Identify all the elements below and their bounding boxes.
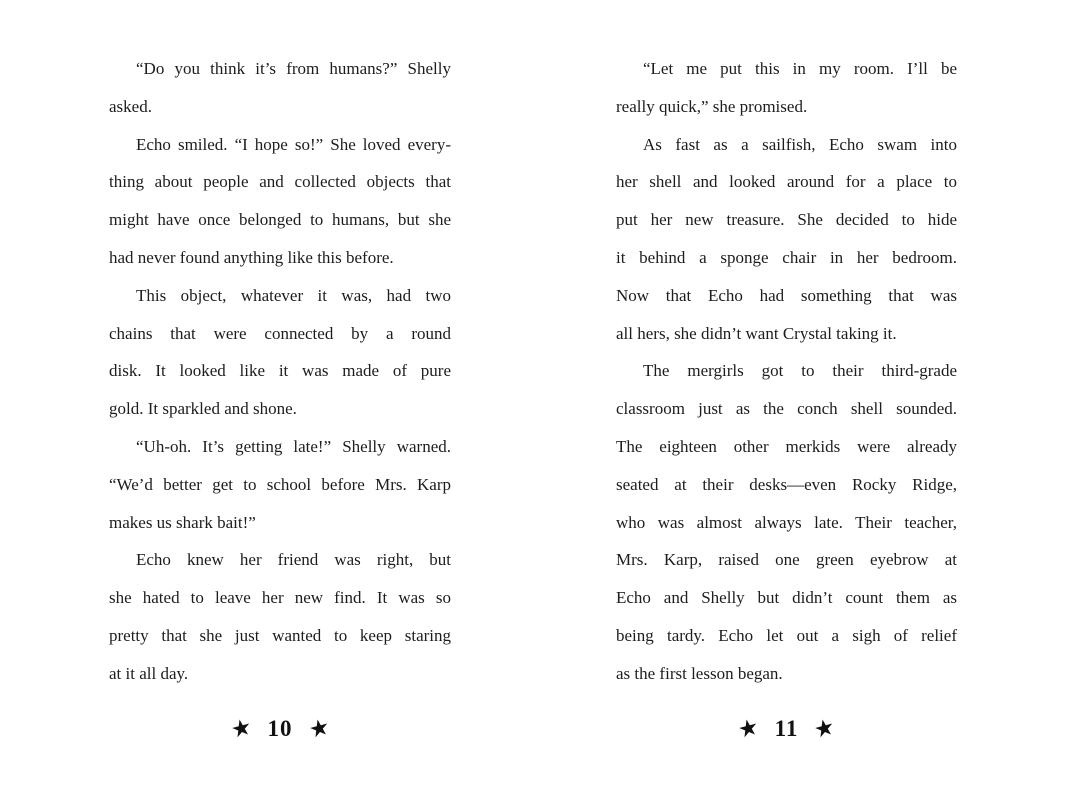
page-footer-right <box>616 713 957 744</box>
text-line: who was almost always late. Their teacher, <box>616 512 957 532</box>
text-line: The eighteen other merkids were already <box>616 436 957 456</box>
text-line: put her new treasure. She decided to hide <box>616 210 957 230</box>
text-line: “Let me put this in my room. I’ll be <box>643 59 957 78</box>
star-icon: ★ <box>735 713 761 744</box>
text-line: The mergirls got to their third-grade <box>643 361 957 381</box>
page-footer-left <box>109 713 451 744</box>
text-line: Echo smiled. “I hope so!” She loved every- <box>136 134 451 154</box>
text-line: disk. It looked like it was made of pure <box>109 361 451 381</box>
text-line: she hated to leave her new find. It was so <box>109 588 451 608</box>
book-page-left <box>109 50 451 744</box>
text-line: As fast as a sailfish, Echo swam into <box>643 134 957 154</box>
star-icon: ★ <box>812 713 838 744</box>
page-text-left <box>109 50 451 693</box>
text-line: gold. It sparkled and shone. <box>109 399 297 419</box>
page-number-right: 11 <box>774 715 799 741</box>
text-line: This object, whatever it was, had two <box>136 285 451 305</box>
book-page-right <box>616 50 957 744</box>
text-line: being tardy. Echo let out a sigh of relief <box>616 625 957 645</box>
text-line: asked. <box>109 96 152 116</box>
text-line: her shell and looked around for a place to <box>616 172 957 192</box>
text-line: “Do you think it’s from humans?” Shelly <box>136 59 451 78</box>
text-line: seated at their desks—even Rocky Ridge, <box>616 474 957 494</box>
page-number-left: 10 <box>267 715 293 741</box>
text-line: Echo and Shelly but didn’t count them as <box>616 588 957 608</box>
text-line: at it all day. <box>109 663 189 683</box>
text-line: “Uh-oh. It’s getting late!” Shelly warned. <box>136 436 451 456</box>
star-icon: ★ <box>306 713 332 744</box>
text-line: Now that Echo had something that was <box>616 285 957 305</box>
text-line: it behind a sponge chair in her bedroom. <box>616 247 957 267</box>
text-line: had never found anything like this before. <box>109 247 394 267</box>
text-line: pretty that she just wanted to keep staring <box>109 625 451 645</box>
text-line: thing about people and collected objects that <box>109 172 451 192</box>
text-line: makes us shark bait!” <box>109 512 256 532</box>
page-text-right <box>616 50 957 693</box>
text-line: classroom just as the conch shell sounded. <box>616 399 957 419</box>
text-line: all hers, she didn’t want Crystal taking it. <box>616 323 897 343</box>
text-line: might have once belonged to humans, but she <box>109 210 451 230</box>
star-icon: ★ <box>228 713 254 744</box>
text-line: chains that were connected by a round <box>109 323 451 343</box>
text-line: Mrs. Karp, raised one green eyebrow at <box>616 550 957 570</box>
text-line: Echo knew her friend was right, but <box>136 550 451 570</box>
text-line: as the first lesson began. <box>616 663 783 683</box>
text-line: really quick,” she promised. <box>616 96 808 116</box>
text-line: “We’d better get to school before Mrs. Karp <box>109 474 451 494</box>
